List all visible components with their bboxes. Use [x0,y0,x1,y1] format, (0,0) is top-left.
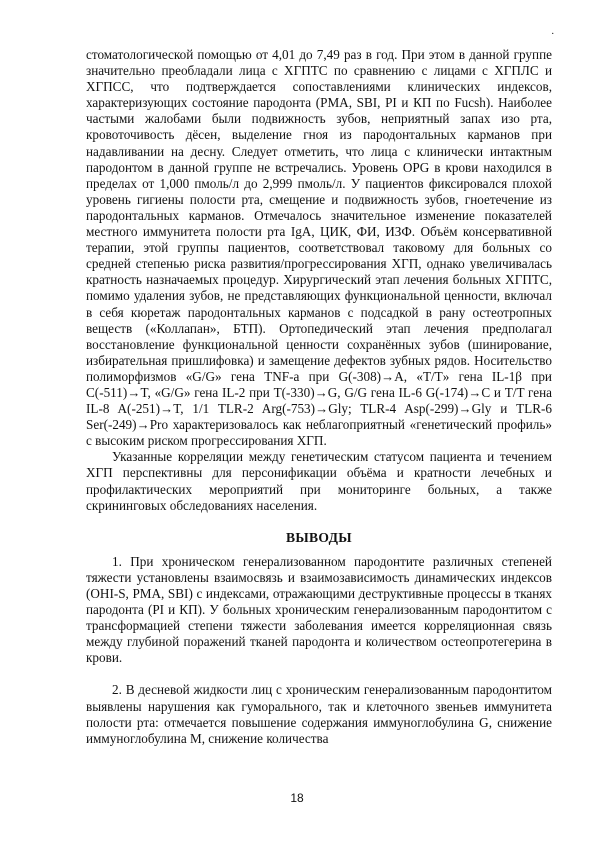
corner-mark: . [551,26,554,37]
page-number: 18 [290,791,304,805]
conclusion-item-2: 2. В десневой жидкости лиц с хроническим генерализованным пародонтитом выявлены нарушения как гуморального, так и клеточного звеньев иммунитета полости рта: отмечается повышение содержания иммуноглобулина G, снижение иммуноглобулина M, снижение количества [86,682,552,746]
paragraph-continuation: стоматологической помощью от 4,01 до 7,49 раз в год. При этом в данной группе значительно преобладали лица с ХГПТС по сравнению с лицами с ХГПЛС и ХГПСС, что подтверждается сопоставлениями клинических индексов, характеризующих состояние пародонта (PMA, SBI, PI и КП по Fucsh). Наиболее частыми жалобами были подвижность зубов, неприятный запах изо рта, кровоточивость дёсен, выделение гноя из пародонтальных карманов при надавливании на десну. Следует отметить, что лица с клинически интактным пародонтом в данной группе не встречались. Уровень OPG в крови находился в пределах от 1,000 пмоль/л до 2,999 пмоль/л. У пациентов фиксировался плохой уровень гигиены полости рта, смещение и подвижность зубов, гноетечение из пародонтальных карманов. Отмечалось значительное изменение показателей местного иммунитета полости рта IgA, ЦИК, ФИ, ИЗФ. Объём консервативной терапии, этой группы пациентов, соответствовал таковому для больных со средней степенью риска развития/прогрессирования ХГП, однако увеличивалась кратность назначаемых процедур. Хирургический этап лечения больных ХГПТС, помимо удаления зубов, не представляющих функциональной ценности, включал в себя кюретаж пародонтальных карманов с подсадкой в рану остеотропных веществ («Коллапан», БТП). Ортопедический этап лечения предполагал восстановление функциональной ценности сохранённых зубов (шинирование, избирательная пришлифовка) и замещение дефектов зубных рядов. Носительство полиморфизмов «G/G» гена TNF-a при G(-308)→A, «T/T» гена IL-1β при C(-511)→T, «G/G» гена IL-2 при T(-330)→G, G/G гена IL-6 G(-174)→C и T/T гена IL-8 A(-251)→T, 1/1 TLR-2 Arg(-753)→Gly; TLR-4 Asp(-299)→Gly и TLR-6 Ser(-249)→Pro характеризовалось как неблагоприятный «генетический профиль» с высоким риском прогрессирования ХГП. [86,47,552,449]
conclusion-item-1: 1. При хроническом генерализованном пародонтите различных степеней тяжести установлены взаимосвязь и взаимозависимость динамических индексов (OHI-S, PMA, SBI) с индексами, отражающими деструктивные процессы в тканях пародонта (PI и КП). У больных хроническим генерализованным пародонтитом с трансформацией степени тяжести заболевания имеется корреляционная связь между глубиной поражений тканей пародонта и количеством остеопротегерина в крови. [86,553,552,666]
conclusions-heading: ВЫВОДЫ [286,529,352,545]
paragraph-correlations: Указанные корреляции между генетическим статусом пациента и течением ХГП перспективны для персонификации объёма и кратности лечебных и профилактических мероприятий при мониторинге больных, а также скрининговых обследованиях населения. [86,449,552,513]
body-text [86,47,552,747]
